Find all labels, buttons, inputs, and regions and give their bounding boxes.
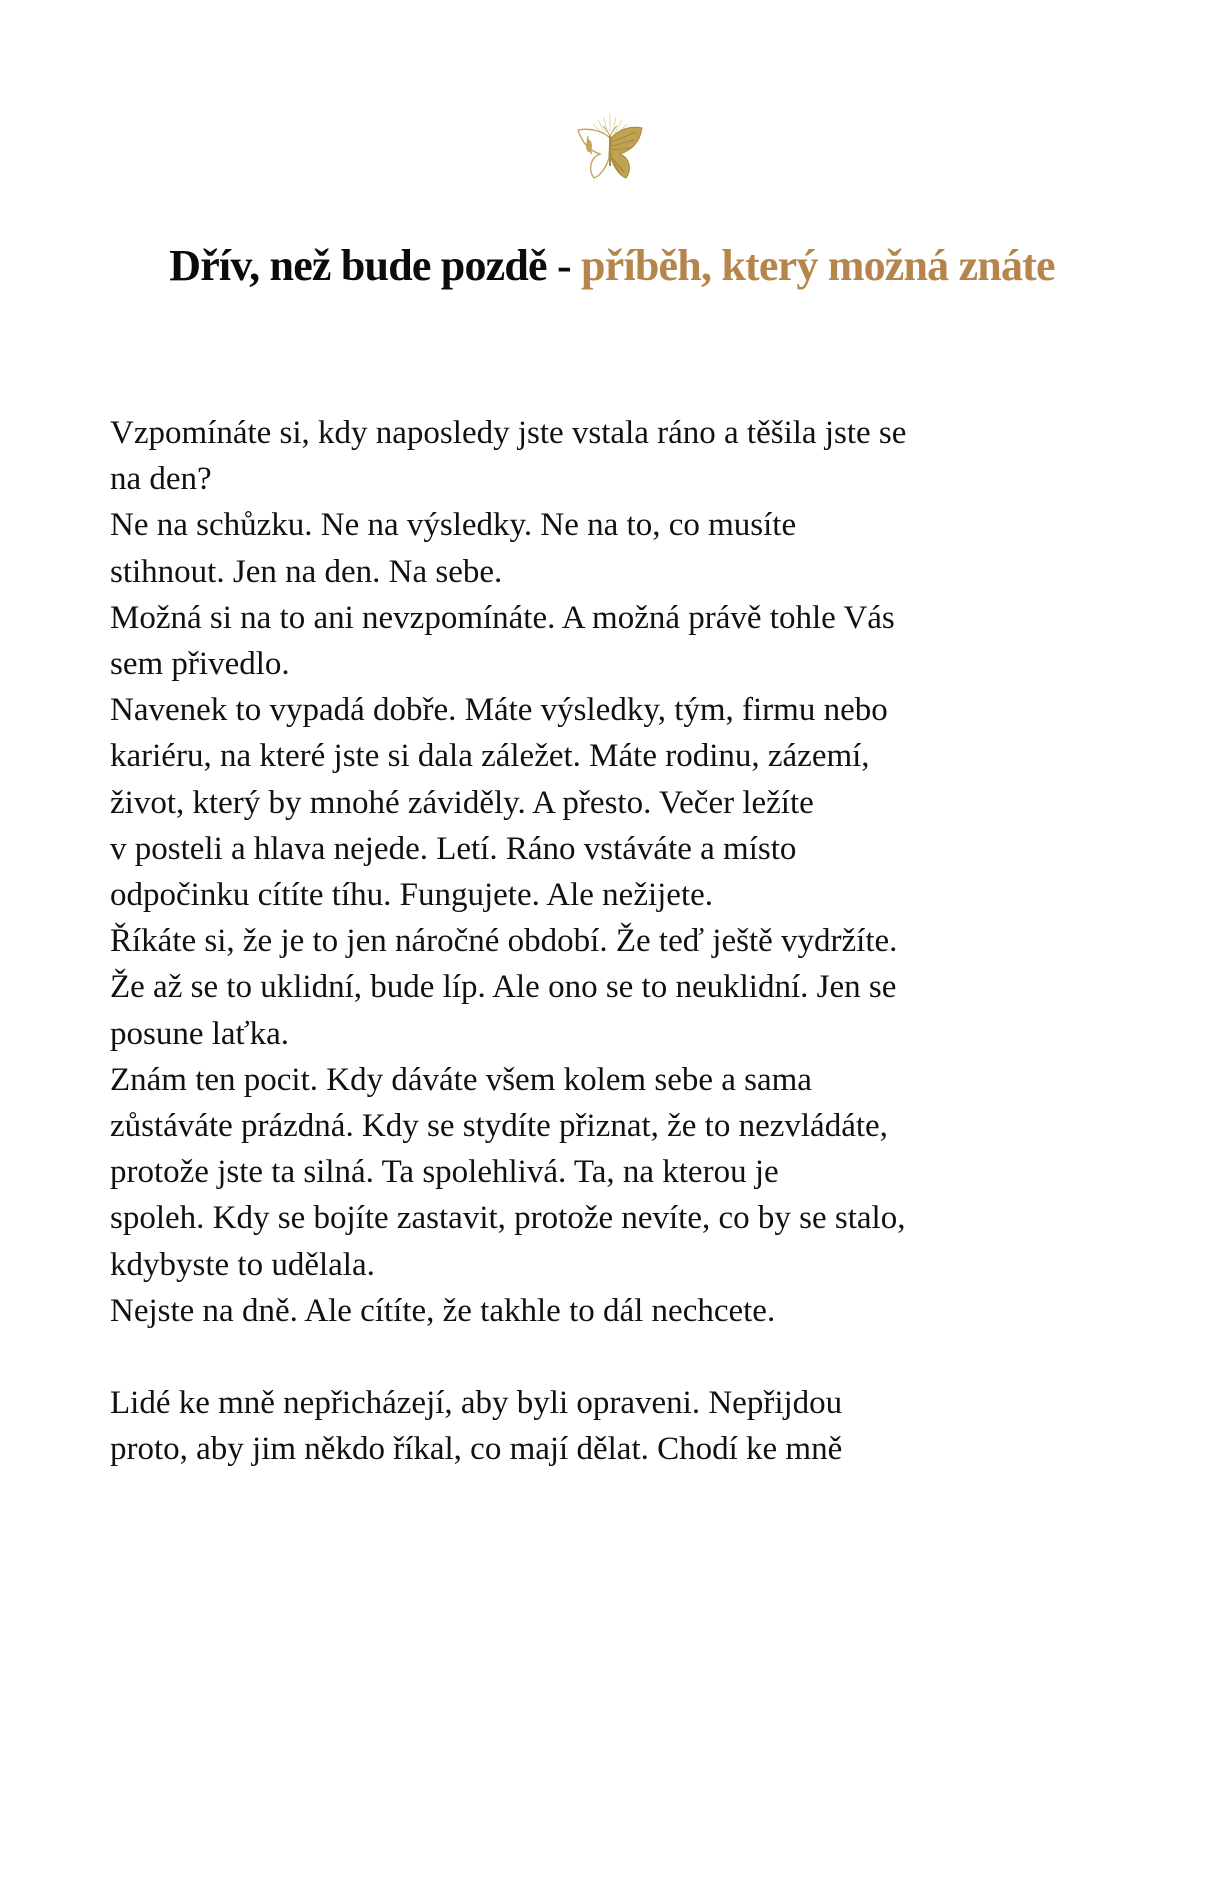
body-line: Lidé ke mně nepřicházejí, aby byli opraveni. Nepřijdou bbox=[110, 1385, 843, 1422]
body-line: Nejste na dně. Ale cítíte, že takhle to dál nechcete. bbox=[110, 1292, 776, 1329]
body-line: kdybyste to udělala. bbox=[110, 1246, 375, 1283]
body-line: na den? bbox=[110, 461, 212, 498]
paragraph-gap bbox=[110, 1334, 1120, 1380]
title-main: Dřív, než bude pozdě - bbox=[169, 241, 582, 290]
body-line: Znám ten pocit. Kdy dáváte všem kolem sebe a sama bbox=[110, 1061, 812, 1098]
body-line: proto, aby jim někdo říkal, co mají dělat. Chodí ke mně bbox=[110, 1431, 843, 1468]
body-line: život, který by mnohé záviděly. A přesto. Večer ležíte bbox=[110, 784, 814, 821]
body-line: posune laťka. bbox=[110, 1015, 290, 1052]
page-title bbox=[110, 232, 1114, 300]
body-line: stihnout. Jen na den. Na sebe. bbox=[110, 553, 503, 590]
article-body bbox=[110, 410, 1120, 1473]
body-line: kariéru, na které jste si dala záležet. Máte rodinu, zázemí, bbox=[110, 738, 870, 775]
body-line: Vzpomínáte si, kdy naposledy jste vstala ráno a těšila jste se bbox=[110, 415, 907, 451]
body-line: Ne na schůzku. Ne na výsledky. Ne na to, co musíte bbox=[110, 507, 797, 544]
body-line: Že až se to uklidní, bude líp. Ale ono se to neuklidní. Jen se bbox=[110, 969, 897, 1006]
body-line: odpočinku cítíte tíhu. Fungujete. Ale nežijete. bbox=[110, 877, 714, 914]
title-accent: příběh, který možná znáte bbox=[581, 241, 1055, 290]
body-line: Říkáte si, že je to jen náročné období. Že teď ještě vydržíte. bbox=[110, 923, 898, 960]
body-line: sem přivedlo. bbox=[110, 646, 290, 683]
body-line: v posteli a hlava nejede. Letí. Ráno vstáváte a místo bbox=[110, 830, 797, 867]
body-line: protože jste ta silná. Ta spolehlivá. Ta, na kterou je bbox=[110, 1154, 779, 1191]
butterfly-icon bbox=[572, 112, 648, 188]
body-line: spoleh. Kdy se bojíte zastavit, protože nevíte, co by se stalo, bbox=[110, 1200, 906, 1237]
body-line: Možná si na to ani nevzpomínáte. A možná právě tohle Vás bbox=[110, 599, 895, 636]
butterfly-logo bbox=[572, 112, 648, 188]
body-line: Navenek to vypadá dobře. Máte výsledky, tým, firmu nebo bbox=[110, 692, 888, 729]
body-line: zůstáváte prázdná. Kdy se stydíte přiznat, že to nezvládáte, bbox=[110, 1108, 888, 1145]
